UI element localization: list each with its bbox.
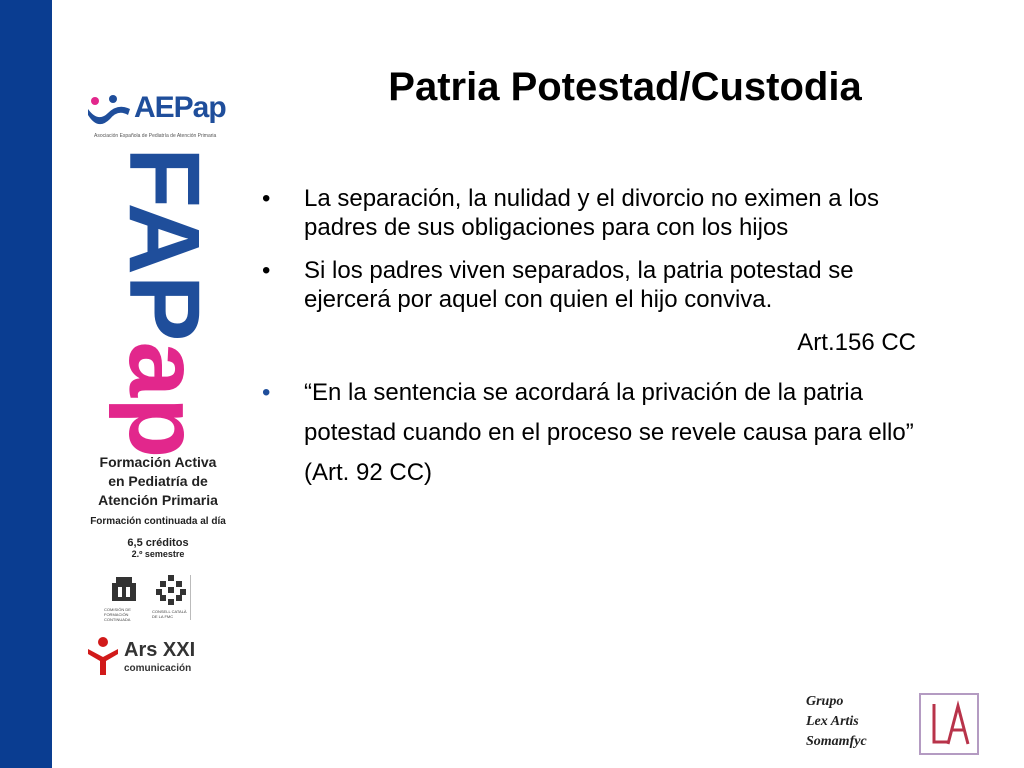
bullet-text: Si los padres viven separados, la patria potestad se ejercerá por aquel con quien el hijo conviva. bbox=[304, 257, 854, 313]
lex-artis-logo bbox=[918, 692, 980, 756]
logo-divider bbox=[190, 575, 191, 620]
formacion-block bbox=[78, 453, 238, 559]
bullet-symbol: • bbox=[262, 185, 271, 212]
article-reference: Art.156 CC bbox=[797, 329, 916, 356]
aepap-logo-text: AEPap bbox=[134, 91, 226, 124]
ars-figure-icon bbox=[86, 635, 120, 675]
bullet-symbol: • bbox=[262, 379, 271, 406]
logo-b-caption: CONSELL CATALÀ DE LA FMC bbox=[152, 609, 187, 619]
ars-logo-text: Ars XXI bbox=[124, 639, 196, 661]
accreditation-logos bbox=[104, 573, 208, 623]
group-credit-line: Grupo bbox=[806, 694, 844, 709]
group-credit-line: Somamfyc bbox=[806, 734, 867, 749]
ars-xxi-logo bbox=[86, 635, 236, 680]
semestre-text: 2.º semestre bbox=[131, 549, 185, 559]
fapap-logo-main: FAP bbox=[108, 147, 220, 342]
formacion-line: Atención Primaria bbox=[98, 492, 218, 508]
bullet-symbol: • bbox=[262, 257, 271, 284]
bullet-list bbox=[262, 184, 922, 507]
ars-logo-subtitle: comunicación bbox=[124, 663, 192, 674]
creditos-text: 6,5 créditos bbox=[127, 537, 189, 549]
left-accent-bar bbox=[0, 0, 52, 768]
slide-title: Patria Potestad/Custodia bbox=[388, 65, 862, 109]
quote-text: “En la sentencia se acordará la privación de la patria potestad cuando en el proceso se revele causa para ello” (Art. 92 CC) bbox=[304, 379, 914, 486]
fapap-logo-accent: ap bbox=[108, 341, 220, 459]
group-credit-line: Lex Artis bbox=[806, 714, 859, 729]
formacion-continuada: Formación continuada al día bbox=[90, 516, 226, 527]
logo-a-caption: COMISIÓN DE FORMACIÓN CONTINUADA bbox=[104, 607, 131, 622]
sidebar-branding bbox=[78, 85, 238, 685]
bullet-text: La separación, la nulidad y el divorcio no eximen a los padres de sus obligaciones para con los hijos bbox=[304, 185, 880, 241]
formacion-line: Formación Activa bbox=[99, 454, 217, 470]
list-item bbox=[262, 184, 922, 242]
list-item bbox=[262, 373, 922, 493]
formacion-line: en Pediatría de bbox=[108, 473, 208, 489]
aepap-logo bbox=[86, 91, 236, 139]
aepap-figure-icon bbox=[86, 93, 132, 129]
consell-catala-icon bbox=[154, 573, 188, 607]
group-credit bbox=[806, 692, 867, 752]
list-item bbox=[262, 256, 922, 314]
aepap-subtitle: Asociación Española de Pediatría de Atención Primaria bbox=[94, 133, 217, 139]
comision-formacion-icon bbox=[108, 573, 140, 605]
fapap-logo bbox=[96, 147, 220, 459]
